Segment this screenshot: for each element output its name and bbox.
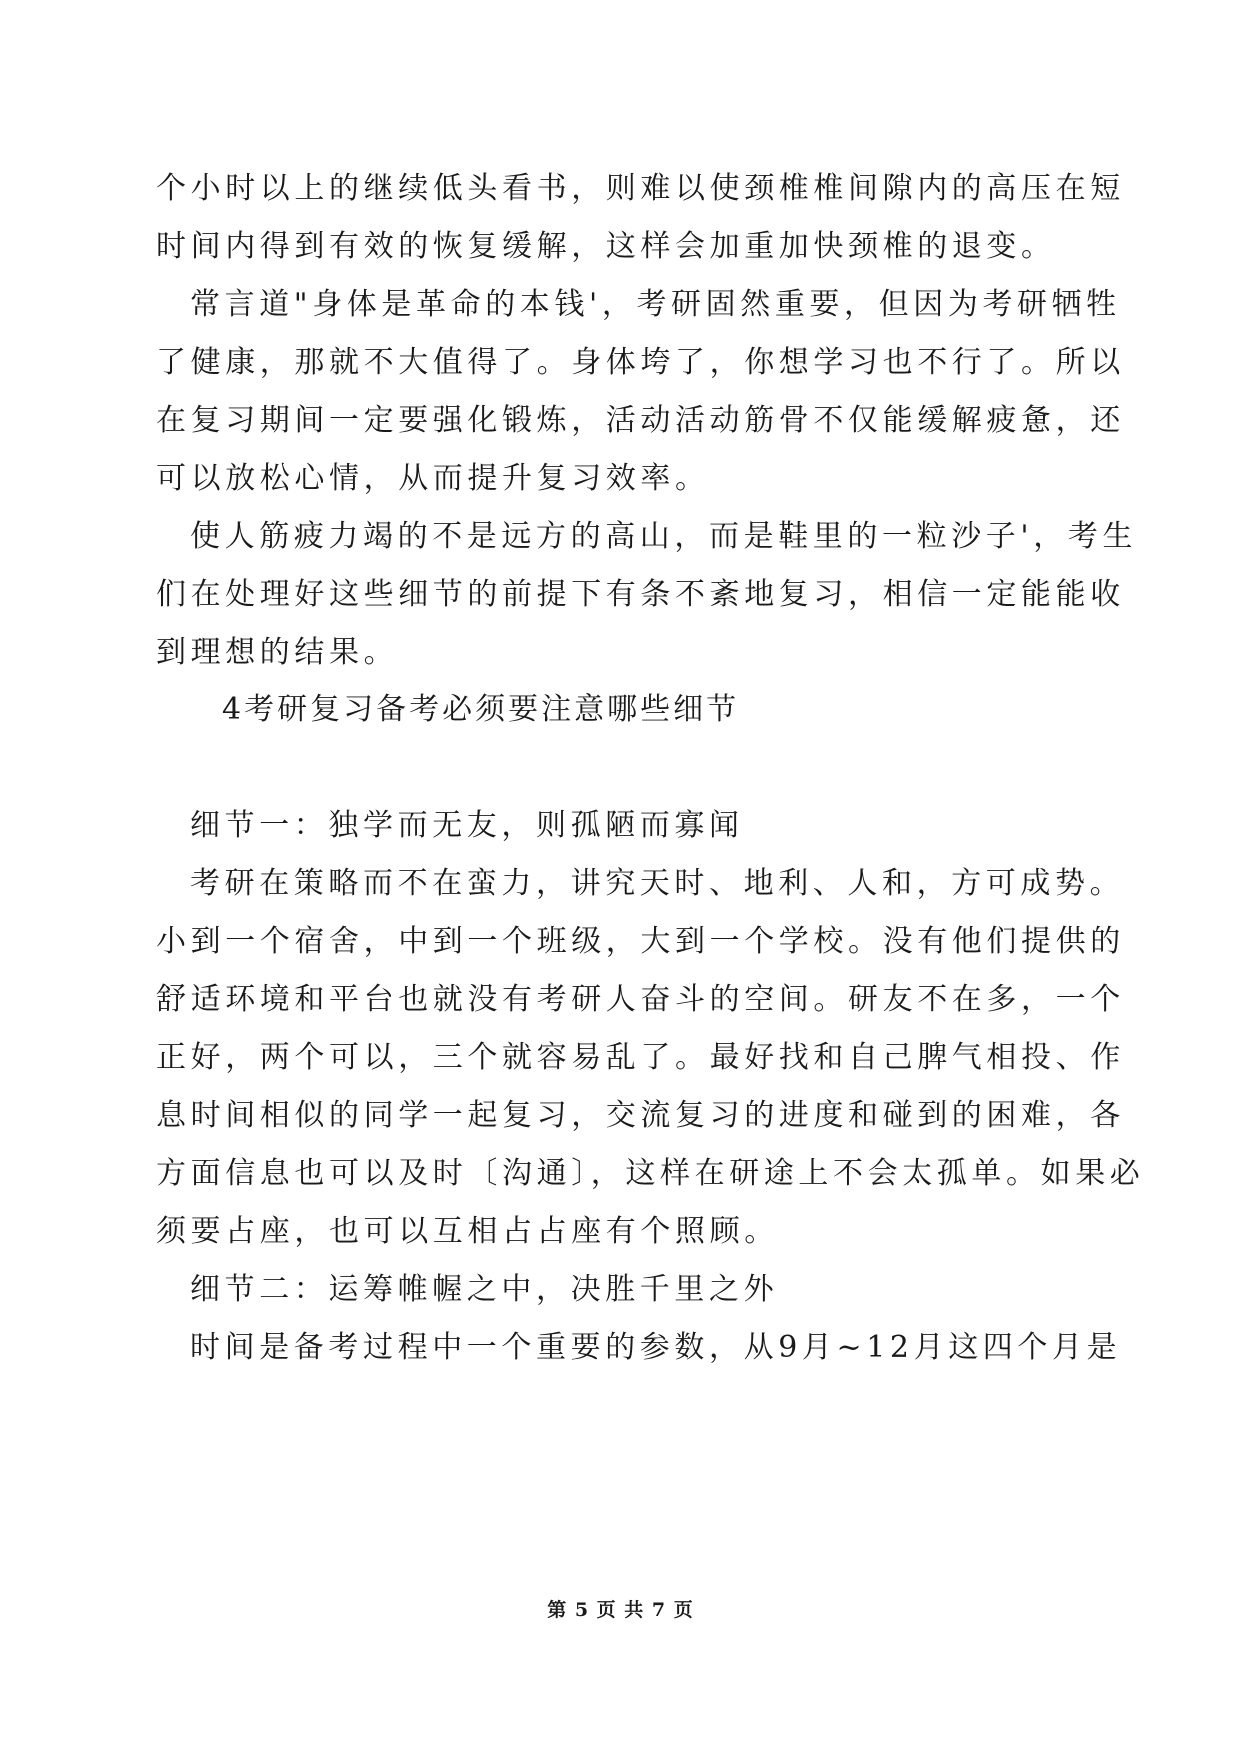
body-text-line: 息时间相似的同学一起复习，交流复习的进度和碰到的困难，各: [156, 1098, 1125, 1133]
body-text-line: 个小时以上的继续低头看书，则难以使颈椎椎间隙内的高压在短: [156, 171, 1125, 206]
paragraph-first-line: 常言道"身体是革命的本钱'，考研固然重要，但因为考研牺牲: [190, 287, 1121, 322]
body-text-line: 了健康，那就不大值得了。身体垮了，你想学习也不行了。所以: [156, 345, 1125, 380]
body-text-line: 在复习期间一定要强化锻炼，活动活动筋骨不仅能缓解疲惫，还: [156, 403, 1125, 438]
section-heading: 4考研复习备考必须要注意哪些细节: [222, 692, 740, 727]
paragraph-first-line: 考研在策略而不在蛮力，讲究天时、地利、人和，方可成势。: [190, 866, 1125, 901]
paragraph-first-line: 时间是备考过程中一个重要的参数，从9月~12月这四个月是: [190, 1330, 1122, 1365]
paragraph-first-line: 使人筋疲力竭的不是远方的高山，而是鞋里的一粒沙子'，考生: [190, 519, 1138, 554]
body-text-line: 小到一个宿舍，中到一个班级，大到一个学校。没有他们提供的: [156, 924, 1125, 959]
body-text-line: 可以放松心情，从而提升复习效率。: [156, 461, 710, 496]
body-text-line: 舒适环境和平台也就没有考研人奋斗的空间。研友不在多，一个: [156, 982, 1125, 1017]
body-text-line: 时间内得到有效的恢复缓解，这样会加重加快颈椎的退变。: [156, 229, 1056, 264]
subheading-detail-one: 细节一：独学而无友，则孤陋而寡闻: [190, 808, 744, 843]
subheading-detail-two: 细节二：运筹帷幄之中，决胜千里之外: [190, 1272, 779, 1307]
page-number-footer: 第 5 页 共 7 页: [547, 1599, 694, 1621]
body-text-line: 到理想的结果。: [156, 635, 399, 670]
body-text-line: 正好，两个可以，三个就容易乱了。最好找和自己脾气相投、作: [156, 1040, 1125, 1075]
body-text-line: 方面信息也可以及时〔沟通〕，这样在研途上不会太孤单。如果必: [156, 1156, 1145, 1191]
body-text-line: 须要占座，也可以互相占占座有个照顾。: [156, 1214, 779, 1249]
body-text-line: 们在处理好这些细节的前提下有条不紊地复习，相信一定能能收: [156, 577, 1125, 612]
